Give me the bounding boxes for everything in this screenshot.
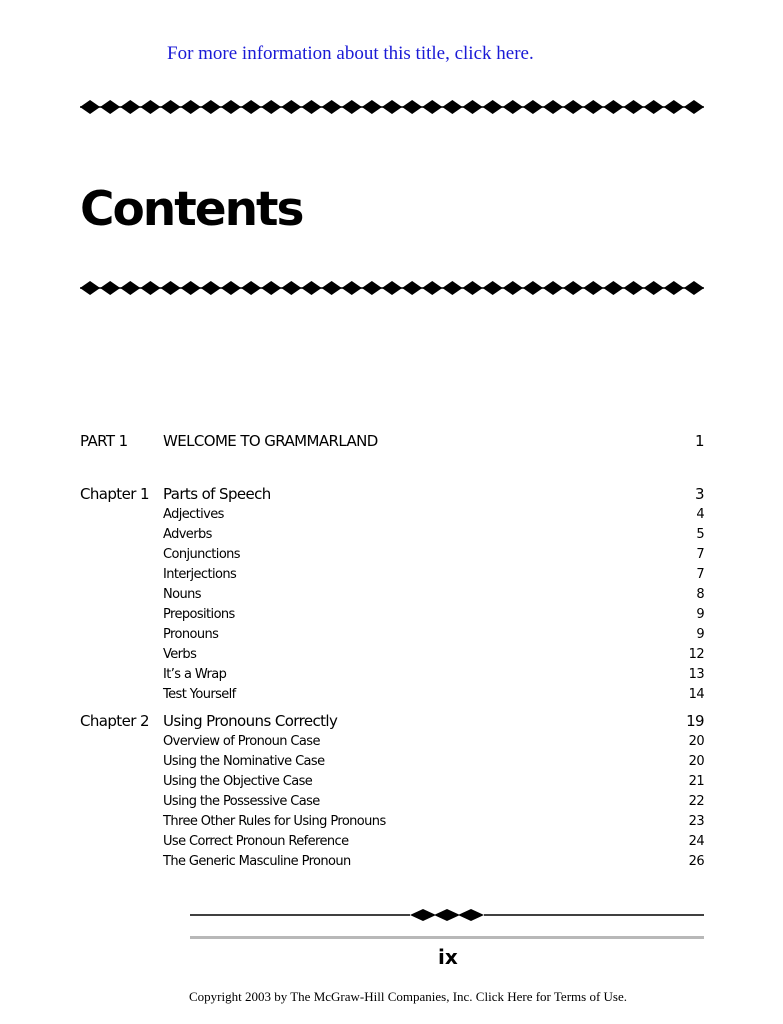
- toc-section-row[interactable]: [80, 687, 704, 707]
- section-title: Verbs: [163, 647, 197, 662]
- section-title: Test Yourself: [163, 687, 236, 702]
- page-number: 13: [688, 667, 704, 682]
- page-number: 20: [688, 754, 704, 769]
- section-title: Use Correct Pronoun Reference: [163, 834, 349, 849]
- toc-section-row[interactable]: [80, 734, 704, 754]
- page-number: 8: [696, 587, 704, 602]
- toc-section-row[interactable]: [80, 647, 704, 667]
- section-title: Three Other Rules for Using Pronouns: [163, 814, 386, 829]
- toc-section-row[interactable]: [80, 774, 704, 794]
- section-title: It’s a Wrap: [163, 667, 227, 682]
- section-title: Adjectives: [163, 507, 224, 522]
- section-title: Nouns: [163, 587, 201, 602]
- toc-section-row[interactable]: [80, 794, 704, 814]
- page-number: 9: [696, 607, 704, 622]
- page-number: 7: [696, 567, 704, 582]
- page-number: 20: [688, 734, 704, 749]
- toc-section-row[interactable]: [80, 667, 704, 687]
- toc-section-row[interactable]: [80, 754, 704, 774]
- toc-chapter-row[interactable]: [80, 712, 704, 732]
- page-number: 24: [688, 834, 704, 849]
- toc-section-row[interactable]: [80, 854, 704, 874]
- page-number: 26: [688, 854, 704, 869]
- more-info-link[interactable]: For more information about this title, click here.: [167, 43, 534, 64]
- page-number: 9: [696, 627, 704, 642]
- section-title: Adverbs: [163, 527, 212, 542]
- toc-chapter-row[interactable]: [80, 485, 704, 505]
- page-number: 4: [696, 507, 704, 522]
- section-title: Using the Objective Case: [163, 774, 313, 789]
- footer-rule: [190, 936, 704, 939]
- page-title: Contents: [80, 182, 303, 237]
- chapter-label: Chapter 1: [80, 485, 149, 503]
- toc-section-row[interactable]: [80, 547, 704, 567]
- copyright-notice[interactable]: Copyright 2003 by The McGraw-Hill Companies, Inc. Click Here for Terms of Use.: [189, 989, 627, 1004]
- toc-section-row[interactable]: [80, 567, 704, 587]
- section-title: The Generic Masculine Pronoun: [163, 854, 351, 869]
- toc-section-row[interactable]: [80, 814, 704, 834]
- page-number: 21: [688, 774, 704, 789]
- toc-part-row[interactable]: [80, 432, 704, 452]
- part-label: PART 1: [80, 432, 128, 450]
- page-number: 7: [696, 547, 704, 562]
- part-title: WELCOME TO GRAMMARLAND: [163, 432, 378, 450]
- page-number: 5: [696, 527, 704, 542]
- section-title: Overview of Pronoun Case: [163, 734, 320, 749]
- toc-section-row[interactable]: [80, 507, 704, 527]
- section-title: Conjunctions: [163, 547, 240, 562]
- page-number: 23: [688, 814, 704, 829]
- page-number: 14: [688, 687, 704, 702]
- page-number: 12: [688, 647, 704, 662]
- section-title: Using the Possessive Case: [163, 794, 320, 809]
- toc-section-row[interactable]: [80, 607, 704, 627]
- footer-ornament: [190, 905, 704, 925]
- page-number: 1: [695, 432, 704, 450]
- section-title: Pronouns: [163, 627, 219, 642]
- page-number: 3: [695, 485, 704, 503]
- chapter-label: Chapter 2: [80, 712, 149, 730]
- toc-section-row[interactable]: [80, 834, 704, 854]
- toc-section-row[interactable]: [80, 527, 704, 547]
- chapter-title: Using Pronouns Correctly: [163, 712, 338, 730]
- toc-section-row[interactable]: [80, 587, 704, 607]
- toc-section-row[interactable]: [80, 627, 704, 647]
- page-number: 19: [686, 712, 704, 730]
- section-title: Using the Nominative Case: [163, 754, 325, 769]
- page-number: 22: [688, 794, 704, 809]
- table-of-contents: [80, 0, 704, 1024]
- chapter-title: Parts of Speech: [163, 485, 271, 503]
- section-title: Interjections: [163, 567, 237, 582]
- section-title: Prepositions: [163, 607, 235, 622]
